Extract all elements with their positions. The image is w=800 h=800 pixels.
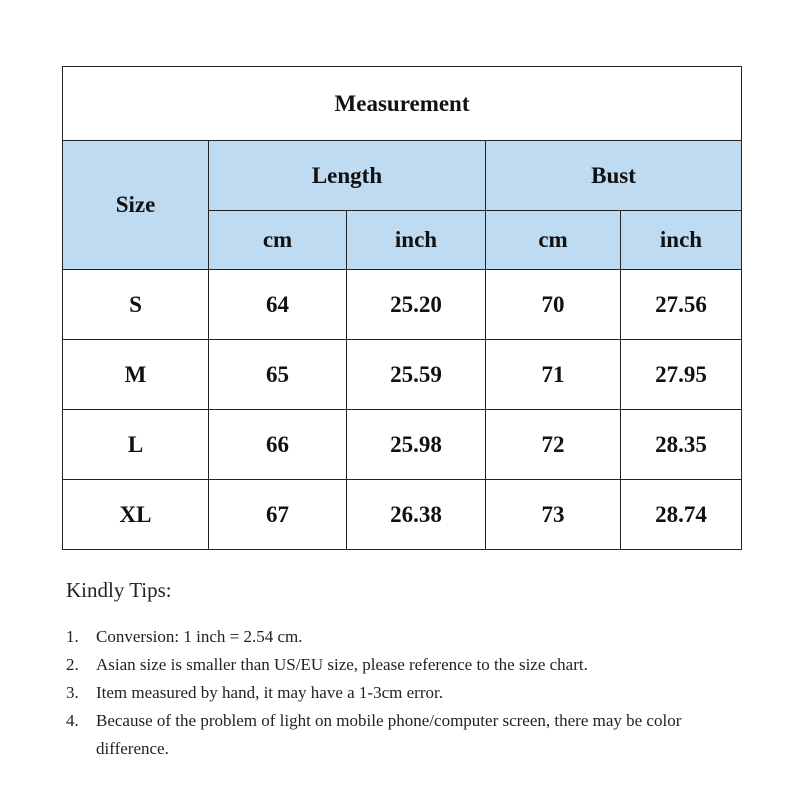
size-cell: L <box>63 410 209 480</box>
length-inch-cell: 26.38 <box>347 480 486 550</box>
bust-inch-cell: 27.56 <box>621 270 742 340</box>
tips-list <box>66 623 756 763</box>
length-header: Length <box>209 141 486 211</box>
bust-cm-cell: 72 <box>486 410 621 480</box>
list-item-number: 4. <box>66 711 79 730</box>
size-header: Size <box>63 141 209 270</box>
size-cell: XL <box>63 480 209 550</box>
length-cm-cell: 66 <box>209 410 347 480</box>
list-item-text: Item measured by hand, it may have a 1-3cm error. <box>96 683 443 702</box>
length-cm-cell: 65 <box>209 340 347 410</box>
size-chart-table <box>62 66 742 550</box>
length-inch-cell: 25.59 <box>347 340 486 410</box>
length-cm-header: cm <box>209 211 347 270</box>
bust-cm-cell: 73 <box>486 480 621 550</box>
bust-inch-cell: 27.95 <box>621 340 742 410</box>
length-inch-cell: 25.98 <box>347 410 486 480</box>
table-row <box>63 340 742 410</box>
bust-inch-header: inch <box>621 211 742 270</box>
table-title: Measurement <box>63 67 742 141</box>
list-item <box>66 679 756 707</box>
length-cm-cell: 67 <box>209 480 347 550</box>
list-item-text: Conversion: 1 inch = 2.54 cm. <box>96 627 303 646</box>
length-cm-cell: 64 <box>209 270 347 340</box>
tips-title: Kindly Tips: <box>66 578 172 602</box>
length-inch-header: inch <box>347 211 486 270</box>
list-item-text: Because of the problem of light on mobile phone/computer screen, there may be color difference. <box>96 711 682 758</box>
list-item <box>66 707 756 763</box>
header-row-groups <box>63 141 742 211</box>
table-row <box>63 480 742 550</box>
table-row <box>63 410 742 480</box>
size-cell: M <box>63 340 209 410</box>
bust-header: Bust <box>486 141 742 211</box>
list-item <box>66 623 756 651</box>
list-item <box>66 651 756 679</box>
size-cell: S <box>63 270 209 340</box>
bust-inch-cell: 28.35 <box>621 410 742 480</box>
list-item-number: 1. <box>66 627 79 646</box>
table-title-row <box>63 67 742 141</box>
bust-inch-cell: 28.74 <box>621 480 742 550</box>
list-item-text: Asian size is smaller than US/EU size, please reference to the size chart. <box>96 655 588 674</box>
list-item-number: 3. <box>66 683 79 702</box>
tips-section <box>66 578 756 763</box>
bust-cm-cell: 71 <box>486 340 621 410</box>
bust-cm-cell: 70 <box>486 270 621 340</box>
bust-cm-header: cm <box>486 211 621 270</box>
length-inch-cell: 25.20 <box>347 270 486 340</box>
table-row <box>63 270 742 340</box>
list-item-number: 2. <box>66 655 79 674</box>
